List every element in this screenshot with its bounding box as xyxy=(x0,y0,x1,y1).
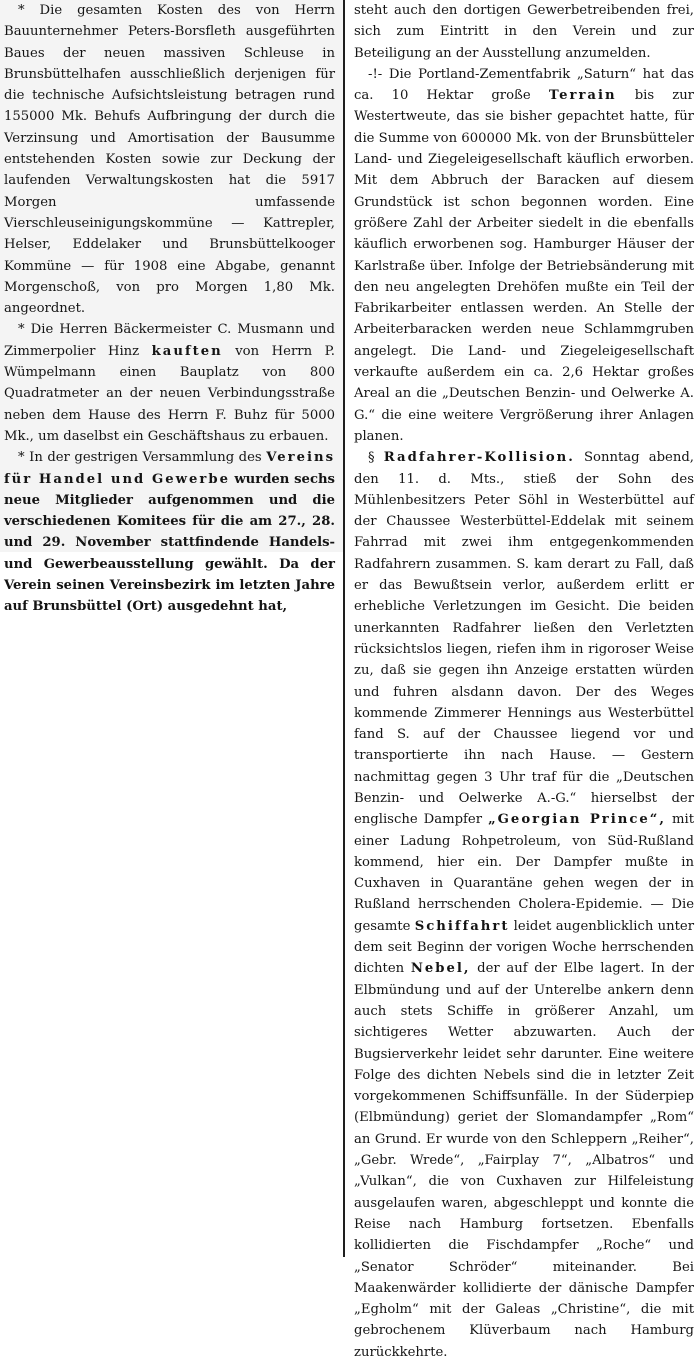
emphasized-word: kauften xyxy=(151,343,223,359)
article-text: wurden sechs neue Mitglieder aufgenommen und die verschiedenen Komitees für die am 27., 28. und 29. November stattfindende Handels- und Gewerbeausstellung gewählt. Da der Verein seinen Vereinsbezirk im letzten Jahre auf Brunsbüttel (Ort) ausgedehnt hat, xyxy=(4,471,335,615)
article-headline: Radfahrer-Kollision. xyxy=(383,450,575,466)
article-verein-continued xyxy=(354,0,694,64)
article-text: Sonntag abend, den 11. d. Mts., stieß der Sohn des Mühlenbesitzers Peter Söhl in Westerbüttel auf der Chaussee Westerbüttel-Eddelak mit seinem Fahrrad mit zwei ihm entgegenkommenden Radfahrern zusammen. S. kam derart zu Fall, daß er das Bewußtsein verlor, außerdem erlitt er erhebliche Verletzungen im Gesicht. Die beiden unerkannten Radfahrer ließen den Verletzten rücksichtslos liegen, riefen ihm in rigoroser Weise zu, daß sie gegen ihn Anzeige erstatten würden und fuhren alsdann davon. Der des Weges kommende Zimmerer Hennings aus Westerbüttel fand S. auf der Chaussee liegend vor und transportierte ihn nach Hause. — Gestern nachmittag gegen 3 Uhr traf für die „Deutschen Benzin- und Oelwerke A.-G.“ hierselbst der englische Dampfer xyxy=(354,450,694,828)
article-text: steht auch den dortigen Gewerbetreibenden frei, sich zum Eintritt in den Verein und zur Beteiligung an der Ausstellung anzumelden. xyxy=(354,3,694,61)
emphasized-heading: Vereins für Handel und Gewerbe xyxy=(4,450,335,487)
article-text: * In der gestrigen Versammlung des xyxy=(18,450,262,466)
right-column xyxy=(346,0,700,1360)
article-text: -!- Die Portland-Zementfabrik „Saturn“ hat das ca. 10 Hektar große xyxy=(354,66,694,104)
article-radfahrer-kollision xyxy=(354,447,694,1363)
article-bauplatz-kauf xyxy=(4,319,335,447)
section-mark: § xyxy=(368,450,375,466)
left-column xyxy=(0,0,343,615)
emphasized-word: Nebel, xyxy=(410,961,471,977)
emphasized-word: Schiffahrt xyxy=(414,918,510,934)
article-text: mit einer Ladung Rohpetroleum, von Süd-Rußland kommend, hier ein. Der Dampfer mußte in Cuxhaven in Quarantäne gehen wegen der in Rußland herrschenden Cholera-Epidemie. — Die gesamte xyxy=(354,812,694,934)
article-text: leidet augenblicklich unter dem seit Beginn der vorigen Woche herrschenden dichten xyxy=(354,918,694,977)
article-text: * Die gesamten Kosten des von Herrn Bauunternehmer Peters-Borsfleth ausgeführten Baues der neuen massiven Schleuse in Brunsbüttelhafen ausschließlich derjenigen für die technische Aufsichtsleistung betragen rund 155000 Mk. Behufs Aufbringung der durch die Verzinsung und Amortisation der Bausumme entstehenden Kosten sowie zur Deckung der laufenden Verwaltungskosten hat die 5917 Morgen umfassende Vierschleuseinigungskommüne — Kattrepler, Helser, Eddelaker und Brunsbüttelkooger Kommüne — für 1908 eine Abgabe, genannt Morgenschoß, von pro Morgen 1,80 Mk. angeordnet. xyxy=(4,3,335,317)
article-text: der auf der Elbe lagert. In der Elbmündung und auf der Unterelbe ankern denn auch stets Schiffe in größerer Anzahl, um sichtigeres Wetter abzuwarten. Auch der Bugsierverkehr leidet sehr darunter. Eine weitere Folge des dichten Nebels sind die in letzter Zeit vorgekommenen Schiffsunfälle. In der Süderpiep (Elbmündung) geriet der Slomandampfer „Rom“ an Grund. Er wurde von den Schleppern „Reiher“, „Gebr. Wrede“, „Fairplay 7“, „Albatros“ und „Vulkan“, die von Cuxhaven zur Hilfeleistung ausgelaufen waren, abgeschleppt und konnte die Reise nach Hamburg fortsetzen. Ebenfalls kollidierten die Fischdampfer „Roche“ und „Senator Schröder“ miteinander. Bei Maakenwärder kollidierte der dänische Dampfer „Egholm“ mit der Galeas „Christine“, die mit gebrochenem Klüverbaum nach Hamburg zurückkehrte. xyxy=(354,961,694,1360)
column-divider xyxy=(343,0,345,1257)
article-zementfabrik xyxy=(354,64,694,447)
article-text: bis zur Westertweute, das sie bisher gepachtet hatte, für die Summe von 600000 Mk. von der Brunsbütteler Land- und Ziegeleigesellschaft käuflich erworben. Mit dem Abbruch der Baracken auf diesem Grundstück ist schon begonnen worden. Eine größere Zahl der Arbeiter siedelt in die ebenfalls käuflich erworbenen sog. Hamburger Häuser der Karlstraße über. Infolge der Betriebsänderung mit den neu angelegten Drehöfen mußte ein Teil der Fabrikarbeiter entlassen werden. An Stelle der Arbeiterbaracken werden neue Schlammgruben angelegt. Die Land- und Ziegeleigesellschaft verkaufte außerdem ein ca. 2,6 Hektar großes Areal an die „Deutschen Benzin- und Oelwerke A. G.“ die eine weitere Vergrößerung ihrer Anlagen planen. xyxy=(354,88,694,444)
article-text: * Die Herren Bäckermeister C. Musmann und Zimmerpolier Hinz xyxy=(4,322,335,359)
emphasized-word: Terrain xyxy=(548,88,617,104)
article-schleuse-kosten xyxy=(4,0,335,319)
article-text: von Herrn P. Wümpelmann einen Bauplatz von 800 Quadratmeter an der neuen Verbindungsstraße neben dem Hause des Herrn F. Buhz für 5000 Mk., um daselbst ein Geschäftshaus zu erbauen. xyxy=(4,343,335,444)
ship-name: „Georgian Prince“, xyxy=(488,812,666,828)
article-verein-versammlung xyxy=(4,447,335,617)
